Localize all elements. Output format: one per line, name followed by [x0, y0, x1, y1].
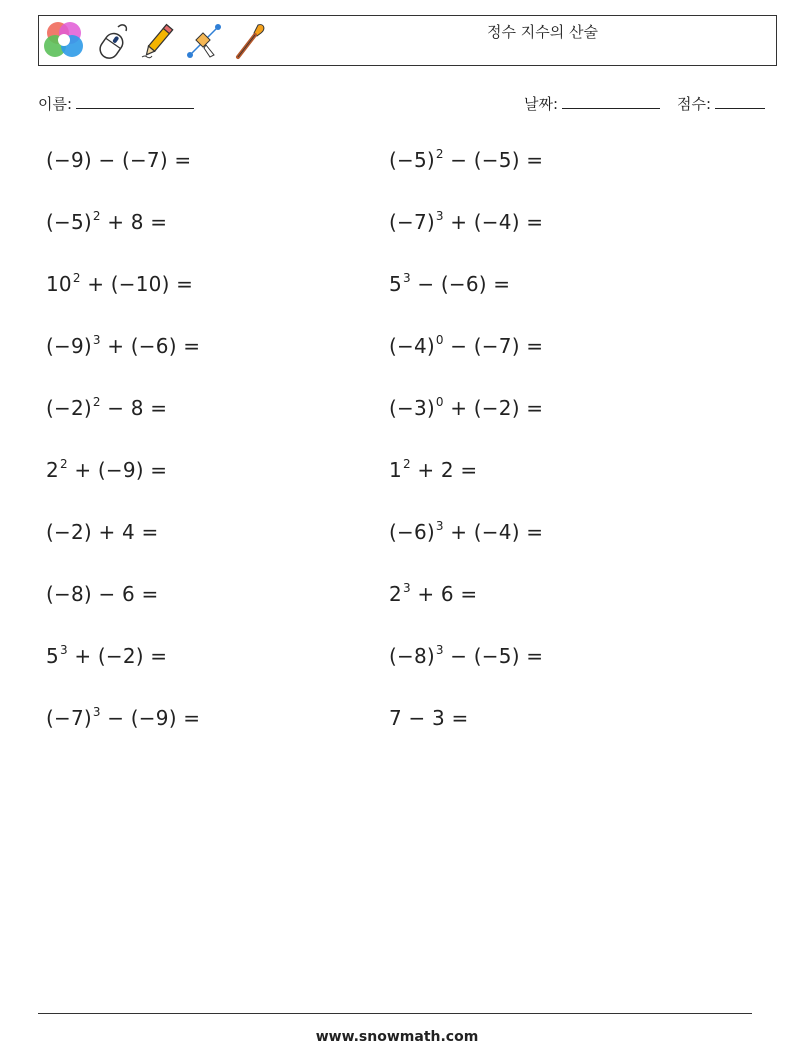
problem-exponent: 3 [92, 705, 101, 719]
problem-item [389, 334, 543, 358]
problem-item [389, 582, 477, 606]
problem-base: (−2) [46, 396, 92, 420]
problem-item [389, 272, 510, 296]
problem-exponent: 3 [402, 581, 411, 595]
problem-base: (−8) [389, 644, 435, 668]
name-line[interactable] [76, 94, 194, 109]
problem-exponent: 3 [435, 643, 444, 657]
footer-url: www.snowmath.com [315, 1029, 479, 1045]
problem-item [46, 458, 167, 482]
problem-base: (−5) [389, 148, 435, 172]
problem-rest: + (−2) = [67, 644, 168, 668]
problem-exponent: 3 [59, 643, 68, 657]
problem-exponent: 2 [59, 457, 68, 471]
problem-rest: + (−9) = [67, 458, 168, 482]
problem-item [389, 148, 543, 172]
page-title: 정수 지수의 산술 [487, 23, 598, 41]
problem-exponent: 3 [402, 271, 411, 285]
problem-text: (−8) − 6 = [46, 582, 159, 606]
problem-base: 10 [46, 272, 72, 296]
date-field[interactable] [524, 93, 660, 114]
problem-base: 5 [46, 644, 59, 668]
problem-item [46, 644, 167, 668]
problem-rest: + 2 = [410, 458, 478, 482]
problem-rest: − (−5) = [443, 644, 544, 668]
computer-mouse-icon [92, 21, 132, 61]
problem-base: (−9) [46, 334, 92, 358]
problem-exponent: 2 [92, 209, 101, 223]
problem-base: 2 [46, 458, 59, 482]
problem-rest: + 6 = [410, 582, 478, 606]
problem-exponent: 0 [435, 333, 444, 347]
problem-rest: + (−2) = [443, 396, 544, 420]
color-wheel-icon [42, 19, 86, 63]
problem-base: (−6) [389, 520, 435, 544]
problem-item [389, 210, 543, 234]
date-label: 날짜: [524, 95, 559, 113]
problem-item [46, 396, 167, 420]
problem-base: 2 [389, 582, 402, 606]
problem-item [46, 334, 200, 358]
problem-item [46, 210, 167, 234]
problem-item [389, 520, 543, 544]
problem-item [389, 706, 468, 730]
problem-rest: − (−5) = [443, 148, 544, 172]
score-field[interactable] [677, 93, 765, 114]
problem-exponent: 2 [92, 395, 101, 409]
problem-base: (−4) [389, 334, 435, 358]
footer-divider [38, 1013, 752, 1014]
problem-exponent: 2 [402, 457, 411, 471]
date-line[interactable] [562, 94, 660, 109]
paintbrush-icon [230, 21, 270, 61]
problem-item [389, 458, 477, 482]
problem-rest: − (−7) = [443, 334, 544, 358]
score-line[interactable] [715, 94, 765, 109]
vector-pen-icon [184, 21, 224, 61]
name-label: 이름: [38, 95, 73, 113]
problem-exponent: 3 [435, 209, 444, 223]
problem-rest: − (−6) = [410, 272, 511, 296]
problem-exponent: 2 [435, 147, 444, 161]
problem-item [389, 644, 543, 668]
problem-item [46, 520, 158, 544]
problem-text: (−9) − (−7) = [46, 148, 192, 172]
header-icons [42, 19, 270, 63]
problem-exponent: 0 [435, 395, 444, 409]
problem-rest: − 8 = [100, 396, 168, 420]
problem-base: (−3) [389, 396, 435, 420]
problem-text: 7 − 3 = [389, 706, 469, 730]
problem-rest: − (−9) = [100, 706, 201, 730]
header-box [38, 15, 777, 66]
problem-item [46, 148, 191, 172]
problem-item [46, 272, 193, 296]
problem-base: (−7) [389, 210, 435, 234]
problem-item [389, 396, 543, 420]
problem-rest: + (−6) = [100, 334, 201, 358]
score-label: 점수: [677, 95, 712, 113]
pencil-icon [138, 21, 178, 61]
problem-exponent: 3 [92, 333, 101, 347]
problem-base: 1 [389, 458, 402, 482]
problem-text: (−2) + 4 = [46, 520, 159, 544]
name-field[interactable] [38, 93, 194, 114]
problem-base: (−5) [46, 210, 92, 234]
problem-exponent: 2 [72, 271, 81, 285]
problem-base: 5 [389, 272, 402, 296]
problem-rest: + 8 = [100, 210, 168, 234]
problem-item [46, 582, 158, 606]
problem-exponent: 3 [435, 519, 444, 533]
problem-rest: + (−10) = [80, 272, 194, 296]
problem-rest: + (−4) = [443, 210, 544, 234]
problem-item [46, 706, 200, 730]
problem-rest: + (−4) = [443, 520, 544, 544]
problem-base: (−7) [46, 706, 92, 730]
